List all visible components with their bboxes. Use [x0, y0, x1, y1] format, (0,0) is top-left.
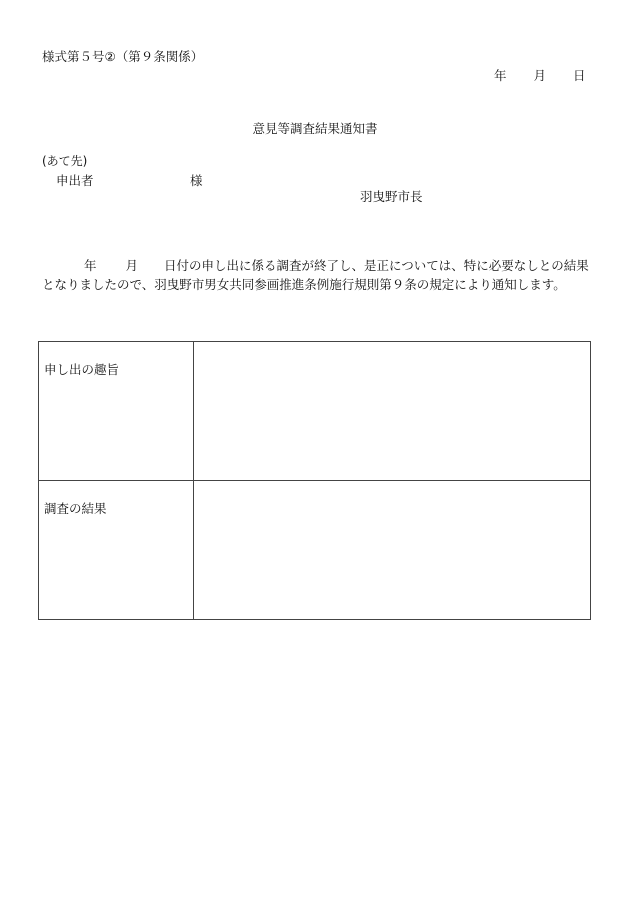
body-text: 日付の申し出に係る調査が終了し、是正については、特に必要なしとの結果となりましたので、羽曳野市男女共同参画推進条例施行規則第９条の規定により通知します。	[42, 258, 589, 292]
date-month: 月	[533, 68, 547, 83]
body-year: 年	[84, 258, 97, 273]
applicant-line	[56, 171, 203, 189]
date-year: 年	[494, 68, 507, 83]
result-value-cell[interactable]	[194, 481, 591, 620]
result-table	[38, 341, 591, 620]
document-title: 意見等調査結果通知書	[252, 121, 378, 136]
result-label: 調査の結果	[44, 501, 107, 516]
body-month: 月	[125, 258, 139, 273]
addressee-note: (あて先)	[42, 154, 88, 168]
date-day: 日	[573, 68, 586, 83]
table-row	[39, 481, 591, 620]
date-line	[494, 66, 586, 84]
purpose-label-cell	[39, 342, 194, 481]
form-number: 様式第５号②（第９条関係）	[42, 49, 204, 64]
applicant-label: 申出者	[56, 173, 94, 188]
result-label-cell	[39, 481, 194, 620]
body-paragraph	[42, 256, 592, 294]
purpose-label: 申し出の趣旨	[44, 362, 120, 377]
honorific: 様	[190, 173, 203, 188]
sender-mayor: 羽曳野市長	[360, 189, 423, 204]
table-row	[39, 342, 591, 481]
purpose-value-cell[interactable]	[194, 342, 591, 481]
